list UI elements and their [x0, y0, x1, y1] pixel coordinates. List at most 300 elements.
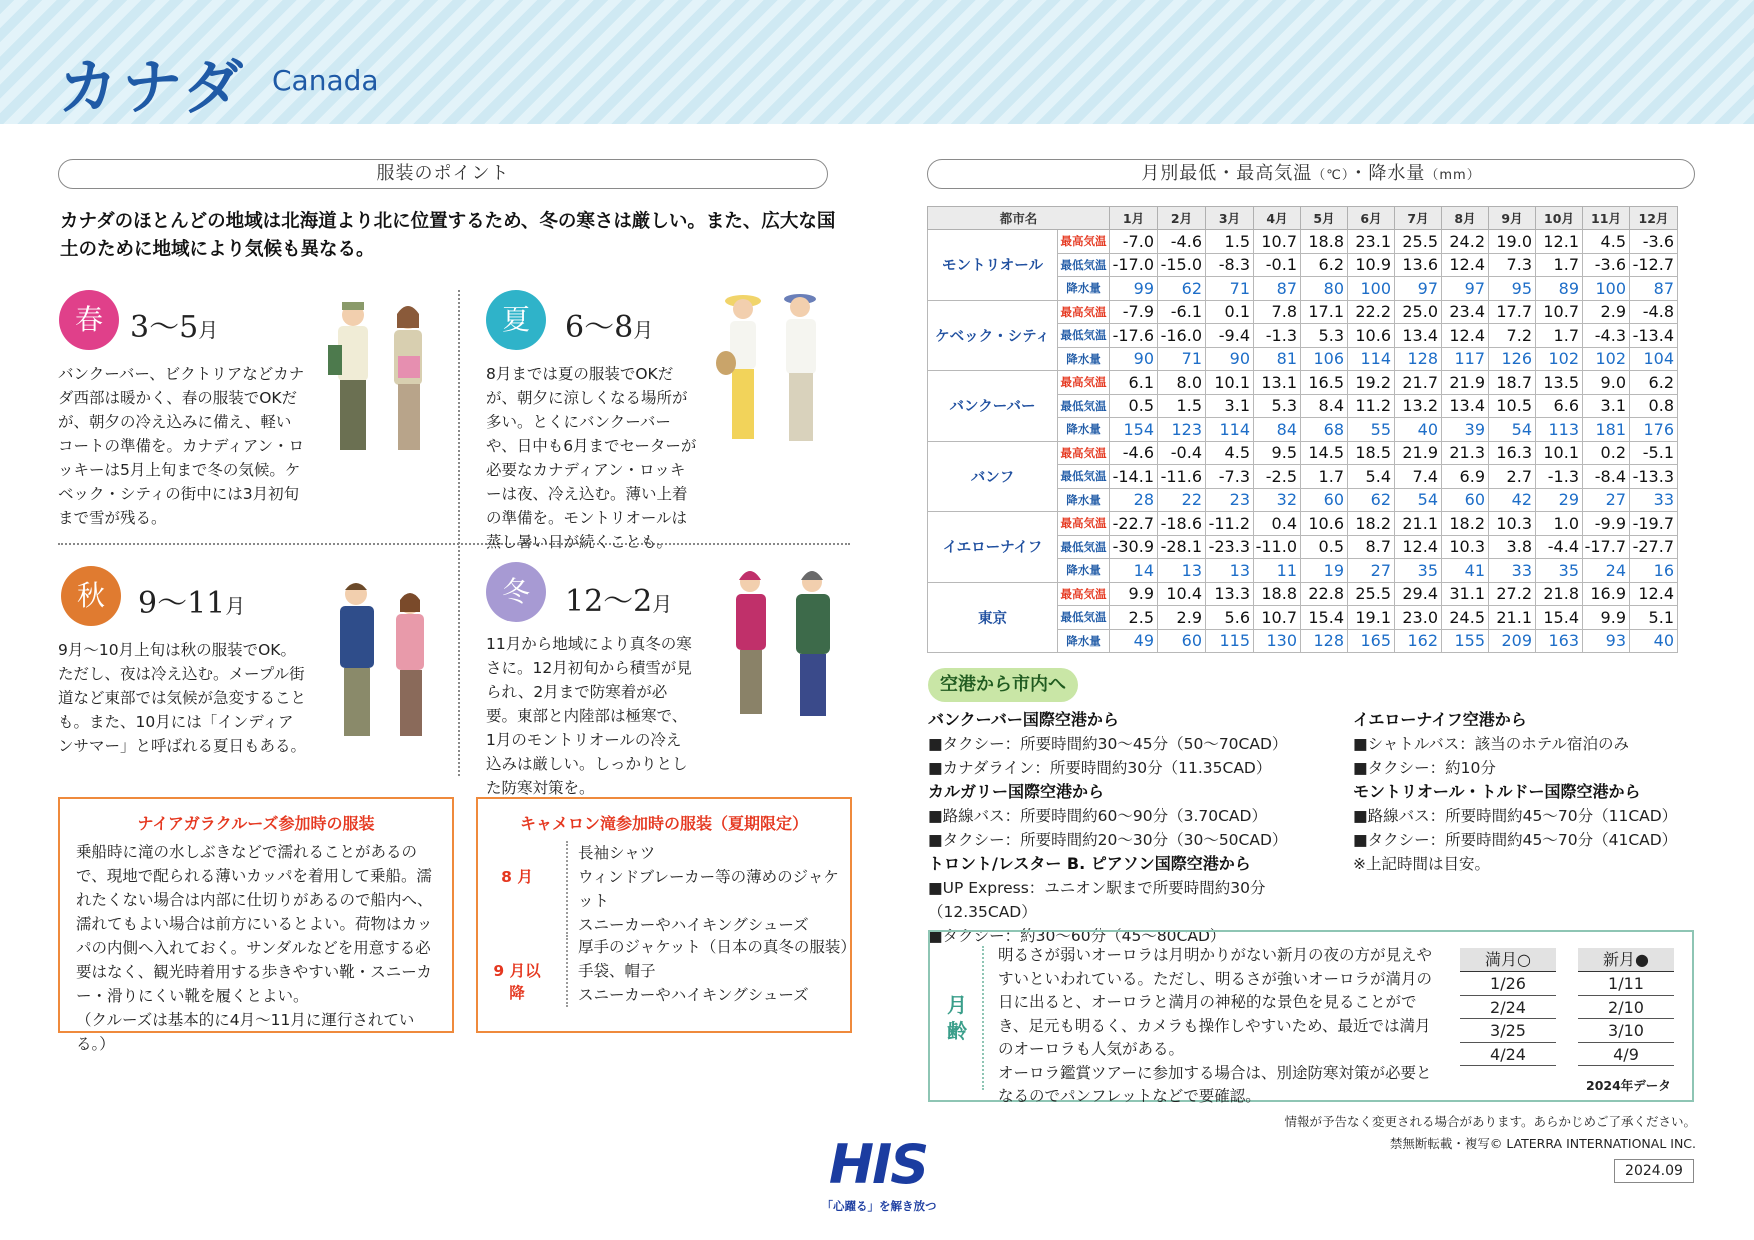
- climate-value: -4.6: [1158, 230, 1206, 254]
- climate-value: 12.4: [1395, 535, 1442, 559]
- row-label-precip: 降水量: [1058, 347, 1110, 371]
- climate-value: -6.1: [1158, 300, 1206, 324]
- climate-value: 2.5: [1110, 606, 1158, 630]
- moon-text: 明るさが弱いオーロラは月明かりがない新月の夜の方が見えやすいといわれている。ただし、明るさが強いオーロラが満月の日に出ると、オーロラと満月の神秘的な景色を見ることができ、足元も明るく、カメラも操作しやすいため、最近では満月のオーロラも人気がある。 オーロラ鑑賞ツアーに参加する場合は、別途防寒対策が必要となるのでパンフレットなどで要確認。: [998, 946, 1433, 1105]
- climate-value: 90: [1110, 347, 1158, 371]
- climate-heading: 月別最低・最高気温（℃）・降水量（mm）: [927, 159, 1695, 189]
- climate-value: 40: [1395, 418, 1442, 442]
- climate-value: 22: [1158, 488, 1206, 512]
- climate-value: 9.9: [1583, 606, 1630, 630]
- climate-value: 62: [1348, 488, 1395, 512]
- airport-line: ■カナダライン：所要時間約30分（11.35CAD）: [928, 759, 1272, 777]
- climate-value: -14.1: [1110, 465, 1158, 489]
- climate-value: 24: [1583, 559, 1630, 583]
- city-column-header: 都市名: [928, 207, 1110, 230]
- climate-value: 23.0: [1395, 606, 1442, 630]
- climate-value: 123: [1158, 418, 1206, 442]
- page-title: カナダ: [58, 53, 247, 123]
- climate-value: 102: [1536, 347, 1583, 371]
- climate-value: 27.2: [1489, 582, 1536, 606]
- month-header: 6月: [1348, 207, 1395, 230]
- row-label-precip: 降水量: [1058, 559, 1110, 583]
- summer-months: 6〜8月: [565, 310, 654, 345]
- moon-data-year: 2024年データ: [1586, 1078, 1671, 1093]
- climate-value: 10.7: [1254, 606, 1301, 630]
- climate-value: 155: [1442, 629, 1489, 653]
- climate-value: 40: [1630, 629, 1678, 653]
- climate-value: 12.4: [1442, 253, 1489, 277]
- climate-value: 21.1: [1489, 606, 1536, 630]
- climate-value: -4.6: [1110, 441, 1158, 465]
- climate-value: 3.1: [1583, 394, 1630, 418]
- niagara-text: 乗船時に滝の水しぶきなどで濡れることがあるので、現地で配られる薄いカッパを着用して乗船。濡れたくない場合は内部に仕切りがあるので船内へ、濡れてもよい場合は前方にいるとよい。荷物はカッパの内側へ入れておく。サンダルなどを用意する必要はなく、観光時着用する歩きやすい靴・スニーカー・滑りにくい靴を履くとよい。: [76, 843, 433, 1005]
- moon-divider: [982, 946, 984, 1090]
- climate-value: -16.0: [1158, 324, 1206, 348]
- climate-value: 21.3: [1442, 441, 1489, 465]
- climate-value: -12.7: [1630, 253, 1678, 277]
- climate-value: 115: [1206, 629, 1254, 653]
- climate-value: 13: [1158, 559, 1206, 583]
- cameron-row: [478, 841, 850, 934]
- climate-value: 10.9: [1348, 253, 1395, 277]
- climate-value: 55: [1348, 418, 1395, 442]
- climate-value: 16: [1630, 559, 1678, 583]
- month-header: 9月: [1489, 207, 1536, 230]
- climate-value: 18.8: [1301, 230, 1348, 254]
- climate-value: 154: [1110, 418, 1158, 442]
- climate-value: 10.1: [1536, 441, 1583, 465]
- climate-value: 2.9: [1583, 300, 1630, 324]
- airport-line: ■シャトルバス：該当のホテル宿泊のみ: [1353, 735, 1629, 753]
- climate-value: 8.0: [1158, 371, 1206, 395]
- climate-value: 87: [1630, 277, 1678, 301]
- climate-value: -1.3: [1254, 324, 1301, 348]
- row-label-max: 最高気温: [1058, 512, 1110, 536]
- month-header: 10月: [1536, 207, 1583, 230]
- climate-value: 5.1: [1630, 606, 1678, 630]
- city-name: バンフ: [928, 441, 1058, 512]
- climate-value: -4.3: [1583, 324, 1630, 348]
- climate-value: 1.7: [1536, 253, 1583, 277]
- climate-value: 54: [1395, 488, 1442, 512]
- climate-value: 27: [1583, 488, 1630, 512]
- moon-phase-box: [928, 930, 1694, 1105]
- climate-value: -18.6: [1158, 512, 1206, 536]
- cameron-row-label: 8 月: [501, 868, 533, 886]
- row-label-max: 最高気温: [1058, 582, 1110, 606]
- row-label-min: 最低気温: [1058, 606, 1110, 630]
- climate-value: 0.1: [1206, 300, 1254, 324]
- divider-horizontal: [58, 543, 850, 545]
- climate-value: 54: [1489, 418, 1536, 442]
- climate-value: 104: [1630, 347, 1678, 371]
- row-label-min: 最低気温: [1058, 535, 1110, 559]
- climate-value: 1.5: [1158, 394, 1206, 418]
- climate-value: 113: [1536, 418, 1583, 442]
- moon-label: 月齢: [947, 993, 967, 1043]
- climate-value: 84: [1254, 418, 1301, 442]
- climate-row-max: [928, 582, 1678, 606]
- climate-value: 19.1: [1348, 606, 1395, 630]
- climate-value: 0.5: [1301, 535, 1348, 559]
- row-label-precip: 降水量: [1058, 277, 1110, 301]
- climate-value: 10.6: [1301, 512, 1348, 536]
- climate-value: -13.3: [1630, 465, 1678, 489]
- month-header: 7月: [1395, 207, 1442, 230]
- climate-value: 10.7: [1254, 230, 1301, 254]
- climate-value: 35: [1536, 559, 1583, 583]
- climate-value: -13.4: [1630, 324, 1678, 348]
- new-moon-table: [1578, 948, 1674, 1066]
- climate-value: 2.7: [1489, 465, 1536, 489]
- climate-value: 13.3: [1206, 582, 1254, 606]
- row-label-max: 最高気温: [1058, 441, 1110, 465]
- climate-value: 22.8: [1301, 582, 1348, 606]
- climate-value: 71: [1206, 277, 1254, 301]
- climate-value: 6.6: [1536, 394, 1583, 418]
- climate-value: 18.2: [1442, 512, 1489, 536]
- climate-value: 7.8: [1254, 300, 1301, 324]
- winter-months: 12〜2月: [565, 584, 673, 619]
- row-label-min: 最低気温: [1058, 394, 1110, 418]
- climate-value: 0.5: [1110, 394, 1158, 418]
- climate-value: 13: [1206, 559, 1254, 583]
- airport-title: イエローナイフ空港から: [1353, 710, 1527, 729]
- airport-left-column: [928, 708, 1348, 948]
- climate-value: -17.7: [1583, 535, 1630, 559]
- niagara-note: （クルーズは基本的に4月〜11月に運行されている。）: [76, 1011, 415, 1053]
- spring-months: 3〜5月: [130, 310, 219, 345]
- climate-value: 28: [1110, 488, 1158, 512]
- climate-value: -8.4: [1583, 465, 1630, 489]
- climate-value: 128: [1395, 347, 1442, 371]
- climate-value: 21.1: [1395, 512, 1442, 536]
- climate-value: 3.1: [1206, 394, 1254, 418]
- row-label-min: 最低気温: [1058, 324, 1110, 348]
- climate-value: 1.7: [1536, 324, 1583, 348]
- row-label-max: 最高気温: [1058, 371, 1110, 395]
- full-moon-date: 1/26: [1460, 972, 1556, 996]
- airport-title: バンクーバー国際空港から: [928, 710, 1119, 729]
- climate-value: 23.4: [1442, 300, 1489, 324]
- climate-value: 60: [1158, 629, 1206, 653]
- climate-value: 176: [1630, 418, 1678, 442]
- climate-value: -7.0: [1110, 230, 1158, 254]
- climate-value: 6.1: [1110, 371, 1158, 395]
- climate-value: 18.7: [1489, 371, 1536, 395]
- climate-value: 24.2: [1442, 230, 1489, 254]
- climate-value: 5.3: [1301, 324, 1348, 348]
- cameron-box: [476, 797, 856, 1033]
- climate-value: -0.1: [1254, 253, 1301, 277]
- climate-value: 9.0: [1583, 371, 1630, 395]
- climate-value: 0.4: [1254, 512, 1301, 536]
- full-moon-date: 4/24: [1460, 1043, 1556, 1067]
- climate-value: -11.6: [1158, 465, 1206, 489]
- airport-line: ■タクシー：約10分: [1353, 759, 1496, 777]
- climate-value: 33: [1489, 559, 1536, 583]
- month-header: 11月: [1583, 207, 1630, 230]
- airport-title: カルガリー国際空港から: [928, 782, 1105, 801]
- climate-value: -22.7: [1110, 512, 1158, 536]
- climate-value: 13.6: [1395, 253, 1442, 277]
- climate-value: 42: [1489, 488, 1536, 512]
- climate-value: 29.4: [1395, 582, 1442, 606]
- climate-value: 13.2: [1395, 394, 1442, 418]
- new-moon-date: 3/10: [1578, 1019, 1674, 1043]
- climate-header-row: [928, 207, 1678, 230]
- climate-value: 10.4: [1158, 582, 1206, 606]
- row-label-min: 最低気温: [1058, 253, 1110, 277]
- cameron-row: [478, 935, 856, 1007]
- climate-value: 99: [1110, 277, 1158, 301]
- climate-value: 100: [1583, 277, 1630, 301]
- winter-badge: 冬: [486, 562, 546, 622]
- climate-value: 33: [1630, 488, 1678, 512]
- airport-line: ■タクシー：所要時間約20〜30分（30〜50CAD）: [928, 831, 1288, 849]
- copyright: 禁無断転載・複写© LATERRA INTERNATIONAL INC.: [1389, 1136, 1696, 1151]
- clothing-heading: 服装のポイント: [58, 159, 828, 189]
- climate-value: 21.9: [1395, 441, 1442, 465]
- climate-value: 128: [1301, 629, 1348, 653]
- climate-value: 89: [1536, 277, 1583, 301]
- airport-note: ※上記時間は目安。: [1353, 855, 1490, 873]
- climate-value: 0.2: [1583, 441, 1630, 465]
- climate-value: 60: [1301, 488, 1348, 512]
- climate-table: [927, 206, 1678, 653]
- climate-value: 181: [1583, 418, 1630, 442]
- new-moon-date: 4/9: [1578, 1043, 1674, 1067]
- climate-value: 13.1: [1254, 371, 1301, 395]
- climate-value: 49: [1110, 629, 1158, 653]
- airport-title: トロント/レスター B. ピアソン国際空港から: [928, 854, 1251, 873]
- climate-value: 1.5: [1206, 230, 1254, 254]
- climate-value: 114: [1206, 418, 1254, 442]
- climate-value: 71: [1158, 347, 1206, 371]
- airport-right-column: [1353, 708, 1693, 876]
- climate-value: 25.5: [1395, 230, 1442, 254]
- climate-value: 19.0: [1489, 230, 1536, 254]
- climate-row-max: [928, 300, 1678, 324]
- climate-value: 10.7: [1536, 300, 1583, 324]
- full-moon-header: 満月○: [1460, 948, 1556, 972]
- summer-badge: 夏: [486, 290, 546, 350]
- spring-badge: 春: [59, 290, 119, 350]
- month-header: 12月: [1630, 207, 1678, 230]
- climate-value: 5.4: [1348, 465, 1395, 489]
- climate-value: 62: [1158, 277, 1206, 301]
- climate-value: 13.5: [1536, 371, 1583, 395]
- climate-value: 15.4: [1301, 606, 1348, 630]
- airport-line: ■タクシー：所要時間約30〜45分（50〜70CAD）: [928, 735, 1288, 753]
- city-name: ケベック・シティ: [928, 300, 1058, 371]
- climate-value: 90: [1206, 347, 1254, 371]
- climate-value: -7.9: [1110, 300, 1158, 324]
- header-band: [0, 0, 1754, 124]
- climate-value: 60: [1442, 488, 1489, 512]
- climate-value: -7.3: [1206, 465, 1254, 489]
- climate-value: 23.1: [1348, 230, 1395, 254]
- climate-body: [928, 230, 1678, 653]
- climate-value: 68: [1301, 418, 1348, 442]
- climate-value: -28.1: [1158, 535, 1206, 559]
- climate-value: 12.1: [1536, 230, 1583, 254]
- climate-value: 25.0: [1395, 300, 1442, 324]
- spring-couple-illustration: [320, 290, 440, 470]
- autumn-badge: 秋: [61, 566, 121, 626]
- row-label-max: 最高気温: [1058, 230, 1110, 254]
- climate-value: 12.4: [1442, 324, 1489, 348]
- clothing-lead: カナダのほとんどの地域は北海道より北に位置するため、冬の寒さは厳しい。また、広大な国土のために地域により気候も異なる。: [60, 211, 836, 260]
- climate-value: 18.8: [1254, 582, 1301, 606]
- climate-value: 24.5: [1442, 606, 1489, 630]
- climate-value: 23: [1206, 488, 1254, 512]
- climate-value: 87: [1254, 277, 1301, 301]
- niagara-title: ナイアガラクルーズ参加時の服装: [137, 814, 375, 833]
- climate-value: 16.9: [1583, 582, 1630, 606]
- climate-value: 25.5: [1348, 582, 1395, 606]
- climate-value: 32: [1254, 488, 1301, 512]
- row-label-max: 最高気温: [1058, 300, 1110, 324]
- airport-line: ■路線バス：所要時間約45〜70分（11CAD）: [1353, 807, 1678, 825]
- climate-value: 11: [1254, 559, 1301, 583]
- autumn-couple-illustration: [322, 578, 442, 758]
- climate-value: 7.3: [1489, 253, 1536, 277]
- climate-value: 14: [1110, 559, 1158, 583]
- new-moon-date: 1/11: [1578, 972, 1674, 996]
- climate-value: 6.2: [1630, 371, 1678, 395]
- climate-value: 21.9: [1442, 371, 1489, 395]
- climate-value: 9.5: [1254, 441, 1301, 465]
- climate-value: 93: [1583, 629, 1630, 653]
- month-header: 2月: [1158, 207, 1206, 230]
- issue-date: 2024.09: [1614, 1159, 1694, 1183]
- climate-value: 21.7: [1395, 371, 1442, 395]
- climate-value: 17.7: [1489, 300, 1536, 324]
- climate-value: 97: [1442, 277, 1489, 301]
- climate-value: 81: [1254, 347, 1301, 371]
- climate-value: 15.4: [1536, 606, 1583, 630]
- new-moon-header: 新月●: [1578, 948, 1674, 972]
- summer-text: 8月までは夏の服装でOKだが、朝夕に涼しくなる場所が多い。とくにバンクーバーや、日中も6月までセーターが必要なカナディアン・ロッキーは夜、冷え込む。薄い上着の準備を。モントリオールは蒸し暑い日が続くことも。: [486, 365, 697, 551]
- full-moon-table: [1460, 948, 1556, 1066]
- city-name: モントリオール: [928, 230, 1058, 301]
- his-logo: HIS: [828, 1133, 928, 1196]
- climate-value: 31.1: [1442, 582, 1489, 606]
- climate-value: 95: [1489, 277, 1536, 301]
- climate-value: 14.5: [1301, 441, 1348, 465]
- climate-value: 6.2: [1301, 253, 1348, 277]
- climate-value: 117: [1442, 347, 1489, 371]
- climate-value: 21.8: [1536, 582, 1583, 606]
- climate-value: 16.5: [1301, 371, 1348, 395]
- airport-line: ■タクシー：約30〜60分（45〜80CAD）: [928, 927, 1226, 945]
- climate-value: 9.9: [1110, 582, 1158, 606]
- row-label-precip: 降水量: [1058, 488, 1110, 512]
- month-header: 8月: [1442, 207, 1489, 230]
- climate-value: 39: [1442, 418, 1489, 442]
- climate-value: 102: [1583, 347, 1630, 371]
- climate-value: -4.8: [1630, 300, 1678, 324]
- page-title-en: Canada: [272, 64, 379, 97]
- cameron-title: キャメロン滝参加時の服装（夏期限定）: [519, 814, 808, 833]
- climate-value: 8.7: [1348, 535, 1395, 559]
- climate-value: 163: [1536, 629, 1583, 653]
- airport-heading: 空港から市内へ: [928, 668, 1078, 702]
- month-header: 3月: [1206, 207, 1254, 230]
- climate-value: 7.2: [1489, 324, 1536, 348]
- climate-value: 18.2: [1348, 512, 1395, 536]
- row-label-precip: 降水量: [1058, 629, 1110, 653]
- climate-value: 17.1: [1301, 300, 1348, 324]
- climate-row-max: [928, 512, 1678, 536]
- city-name: バンクーバー: [928, 371, 1058, 442]
- cameron-row-lines: 厚手のジャケット（日本の真冬の服装） 手袋、帽子 スニーカーやハイキングシューズ: [566, 935, 850, 1007]
- climate-value: -17.0: [1110, 253, 1158, 277]
- climate-row-max: [928, 230, 1678, 254]
- row-label-min: 最低気温: [1058, 465, 1110, 489]
- climate-value: 8.4: [1301, 394, 1348, 418]
- climate-value: -3.6: [1630, 230, 1678, 254]
- climate-value: -3.6: [1583, 253, 1630, 277]
- climate-value: 19.2: [1348, 371, 1395, 395]
- climate-value: -2.5: [1254, 465, 1301, 489]
- climate-row-max: [928, 371, 1678, 395]
- climate-value: 6.9: [1442, 465, 1489, 489]
- climate-value: 16.3: [1489, 441, 1536, 465]
- climate-value: 162: [1395, 629, 1442, 653]
- month-header: 4月: [1254, 207, 1301, 230]
- climate-value: -23.3: [1206, 535, 1254, 559]
- autumn-text: 9月〜10月上旬は秋の服装でOK。ただし、夜は冷え込む。メープル街道など東部では気候が急変することも。また、10月には「インディアンサマー」と呼ばれる夏日もある。: [58, 641, 307, 755]
- climate-value: 29: [1536, 488, 1583, 512]
- climate-value: 19: [1301, 559, 1348, 583]
- climate-value: 4.5: [1206, 441, 1254, 465]
- climate-value: 1.7: [1301, 465, 1348, 489]
- divider-vertical: [458, 290, 460, 776]
- climate-value: 10.3: [1442, 535, 1489, 559]
- new-moon-date: 2/10: [1578, 996, 1674, 1020]
- climate-value: 0.8: [1630, 394, 1678, 418]
- climate-value: 1.0: [1536, 512, 1583, 536]
- winter-couple-illustration: [720, 560, 850, 735]
- autumn-months: 9〜11月: [138, 586, 246, 621]
- climate-value: -11.2: [1206, 512, 1254, 536]
- airport-line: ■UP Express：ユニオン駅まで所要時間約30分（12.35CAD）: [928, 879, 1266, 921]
- cameron-row-label: 9 月以降: [493, 962, 541, 1002]
- his-tagline: 「心躍る」を解き放つ: [821, 1199, 937, 1213]
- climate-value: 10.5: [1489, 394, 1536, 418]
- climate-value: 209: [1489, 629, 1536, 653]
- airport-line: ■路線バス：所要時間約60〜90分（3.70CAD）: [928, 807, 1267, 825]
- climate-value: 165: [1348, 629, 1395, 653]
- climate-value: 5.6: [1206, 606, 1254, 630]
- climate-value: -30.9: [1110, 535, 1158, 559]
- climate-value: 10.1: [1206, 371, 1254, 395]
- change-notice: 情報が予告なく変更される場合があります。あらかじめご了承ください。: [1284, 1114, 1696, 1129]
- climate-value: -9.9: [1583, 512, 1630, 536]
- airport-line: ■タクシー：所要時間約45〜70分（41CAD）: [1353, 831, 1678, 849]
- climate-value: 27: [1348, 559, 1395, 583]
- climate-value: 13.4: [1442, 394, 1489, 418]
- climate-value: 13.4: [1395, 324, 1442, 348]
- climate-value: 3.8: [1489, 535, 1536, 559]
- climate-value: 97: [1395, 277, 1442, 301]
- climate-value: -19.7: [1630, 512, 1678, 536]
- month-header: 1月: [1110, 207, 1158, 230]
- spring-text: バンクーバー、ビクトリアなどカナダ西部は暖かく、春の服装でOKだが、朝夕の冷え込みに備え、軽いコートの準備を。カナディアン・ロッキーは5月上旬まで冬の気候。ケベック・シティの街中には3月初旬まで雪が残る。: [58, 365, 305, 527]
- climate-value: 2.9: [1158, 606, 1206, 630]
